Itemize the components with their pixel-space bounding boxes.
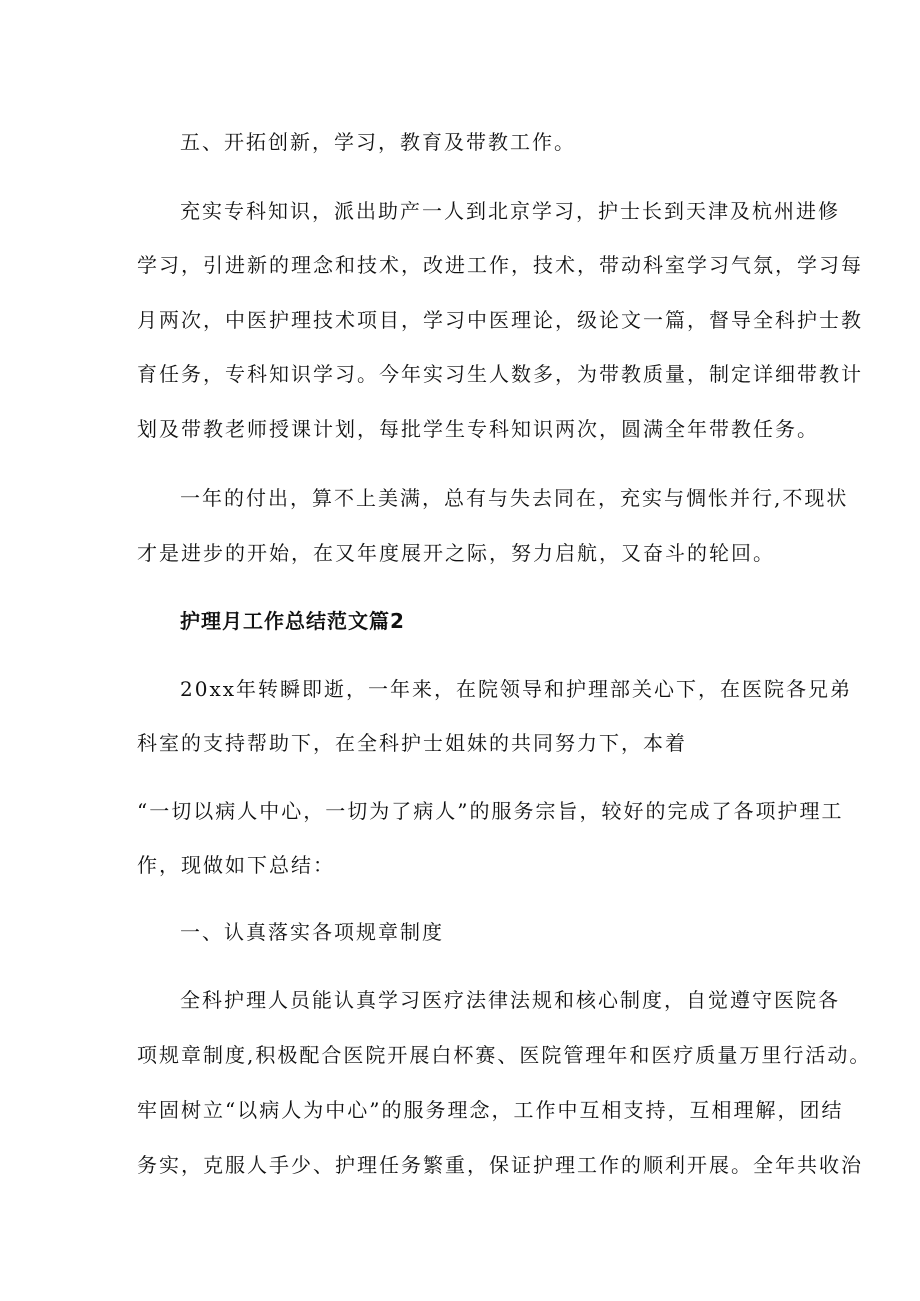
closing-paragraph-line: 才是进步的开始，在又年度展开之际，努力启航，又奋斗的轮回。 xyxy=(137,541,775,565)
section-five-heading: 五、开拓创新，学习，教育及带教工作。 xyxy=(180,130,576,154)
section-one-paragraph-line: 全科护理人员能认真学习医疗法律法规和核心制度，自觉遵守医院各 xyxy=(180,988,840,1012)
section-one-heading: 一、认真落实各项规章制度 xyxy=(180,920,444,944)
section-five-paragraph-line: 月两次，中医护理技术项目，学习中医理论，级论文一篇，督导全科护士教 xyxy=(137,308,863,332)
intro-paragraph-line: 作，现做如下总结： xyxy=(137,853,335,877)
section-one-paragraph-line: 项规章制度,积极配合医院开展白杯赛、医院管理年和医疗质量万里行活动。 xyxy=(137,1043,872,1067)
section-five-paragraph-line: 学习，引进新的理念和技术，改进工作，技术，带动科室学习气氛，学习每 xyxy=(137,253,863,277)
intro-paragraph-line: “一切以病人中心，一切为了病人”的服务宗旨，较好的完成了各项护理工 xyxy=(137,799,844,823)
article-title: 护理月工作总结范文篇2 xyxy=(180,609,405,633)
intro-paragraph-line: 20xx年转瞬即逝，一年来，在院领导和护理部关心下，在医院各兄弟 xyxy=(180,677,853,701)
section-five-paragraph-line: 划及带教老师授课计划，每批学生专科知识两次，圆满全年带教任务。 xyxy=(137,417,819,441)
section-one-paragraph-line: 牢固树立“以病人为中心”的服务理念，工作中互相支持，互相理解，团结 xyxy=(137,1098,844,1122)
section-one-paragraph-line: 务实，克服人手少、护理任务繁重，保证护理工作的顺利开展。全年共收治 xyxy=(137,1153,863,1177)
section-five-paragraph-line: 充实专科知识，派出助产一人到北京学习，护士长到天津及杭州进修 xyxy=(180,199,840,223)
section-five-paragraph-line: 育任务，专科知识学习。今年实习生人数多，为带教质量，制定详细带教计 xyxy=(137,362,863,386)
intro-paragraph-line: 科室的支持帮助下，在全科护士姐妹的共同努力下，本着 xyxy=(137,731,687,755)
closing-paragraph-line: 一年的付出，算不上美满，总有与失去同在，充实与惆怅并行,不现状 xyxy=(180,486,849,510)
